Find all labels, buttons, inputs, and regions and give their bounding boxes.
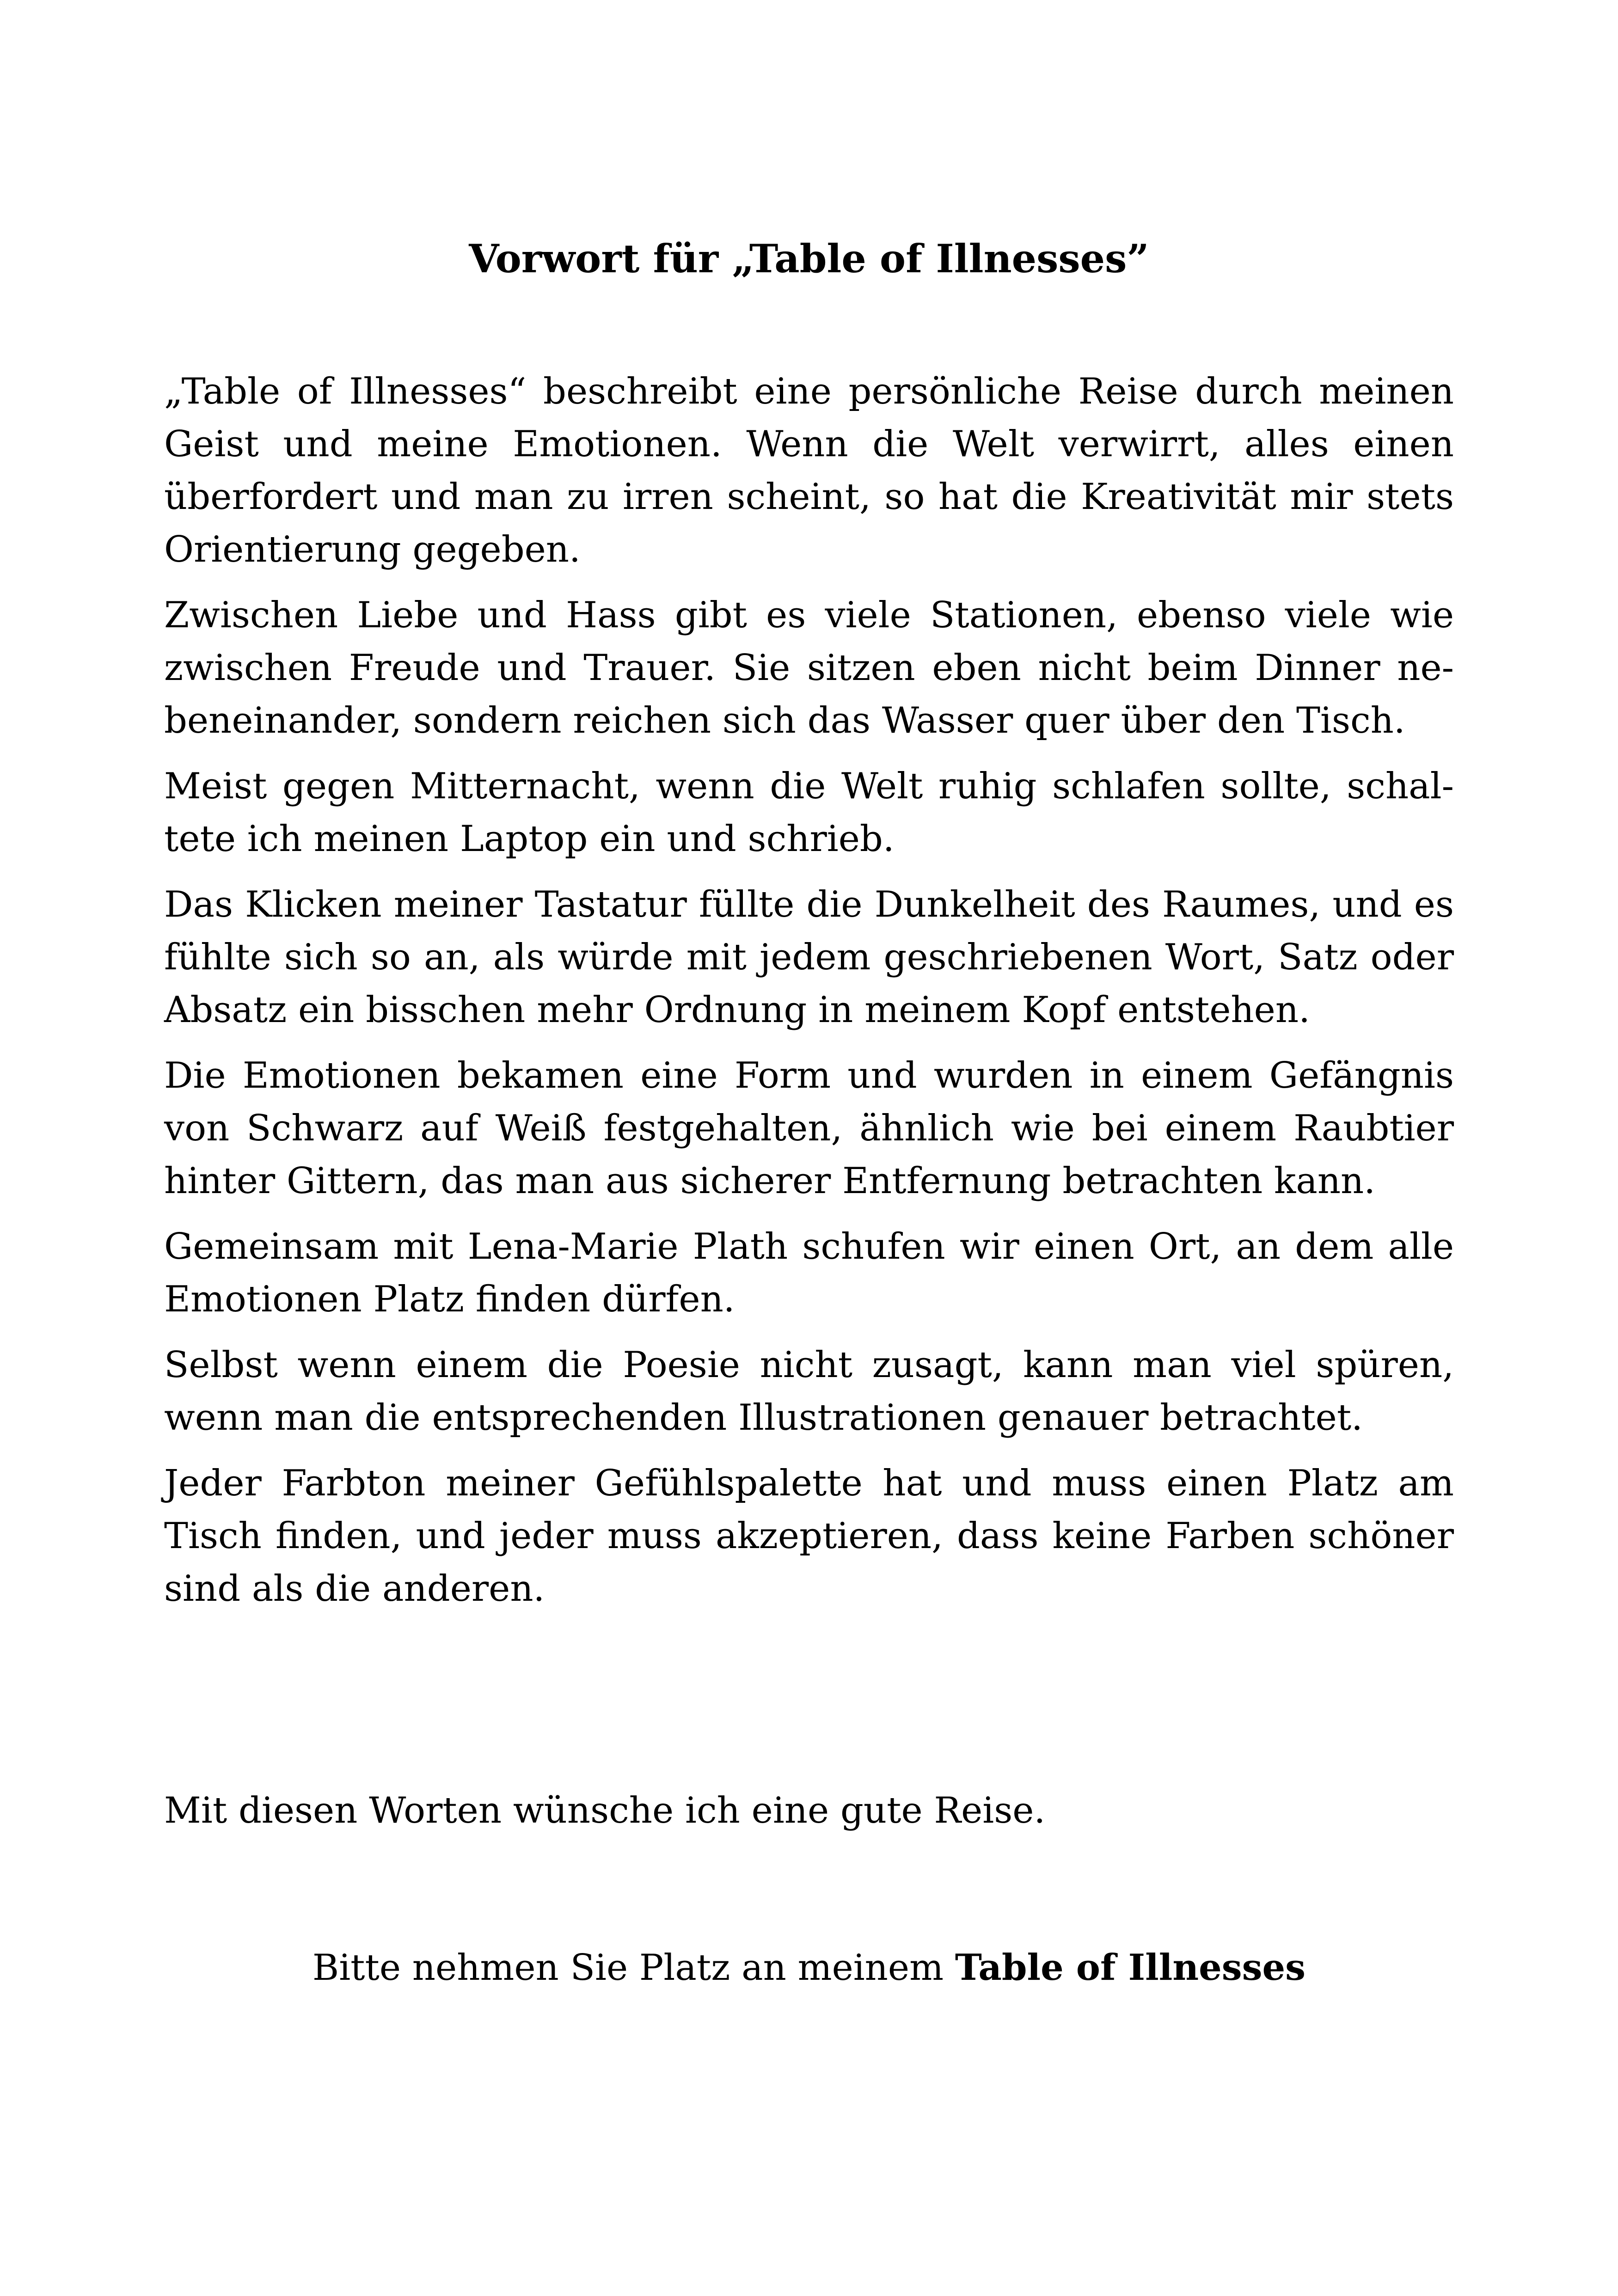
paragraph-1: „Table of Illnesses“ beschreibt eine persönliche Reise durch meinen Geist und meine Emotionen. Wenn die Welt verwirrt, alles einen überfordert und man zu irren scheint, so hat die Kreativität mir stets Orientierung gegeben. (164, 371, 1454, 570)
paragraph-3: Meist gegen Mitternacht, wenn die Welt ruhig schlafen sollte, schaltete ich meinen Laptop ein und schrieb. (164, 765, 1454, 860)
paragraph-2: Zwischen Liebe und Hass gibt es viele Stationen, ebenso viele wie zwischen Freude und Trauer. Sie sitzen eben nicht beim Dinner nebeneinander, sondern reichen sich das Wasser quer über den Tisch. (164, 594, 1454, 741)
invitation-text: Bitte nehmen Sie Platz an meinem (312, 1947, 955, 1989)
paragraph-7: Selbst wenn einem die Poesie nicht zusagt, kann man viel spüren, wenn man die entsprechenden Illustrationen genauer betrachtet. (164, 1344, 1454, 1439)
paragraph-8: Jeder Farbton meiner Gefühlspalette hat und muss einen Platz am Tisch finden, und jeder muss akzeptieren, dass keine Farben schöner sind als die anderen. (164, 1463, 1454, 1610)
closing-line: Mit diesen Worten wünsche ich eine gute Reise. (164, 1790, 1046, 1831)
page-title: Vorwort für „Table of Illnesses” (469, 236, 1149, 282)
paragraph-4: Das Klicken meiner Tastatur füllte die Dunkelheit des Raumes, und es fühlte sich so an, als würde mit jedem geschriebenen Wort, Satz oder Absatz ein bisschen mehr Ordnung in meinem Kopf entstehen. (164, 884, 1454, 1031)
preface-body (164, 365, 1454, 1628)
invitation-line (0, 1941, 1618, 1994)
invitation-book-title: Table of Illnesses (955, 1947, 1306, 1989)
paragraph-6: Gemeinsam mit Lena-Marie Plath schufen wir einen Ort, an dem alle Emotionen Platz finden dürfen. (164, 1226, 1454, 1320)
paragraph-5: Die Emotionen bekamen eine Form und wurden in einem Gefängnis von Schwarz auf Weiß festgehalten, ähnlich wie bei einem Raubtier hinter Gittern, das man aus sicherer Entfernung betrachten kann. (164, 1055, 1454, 1202)
